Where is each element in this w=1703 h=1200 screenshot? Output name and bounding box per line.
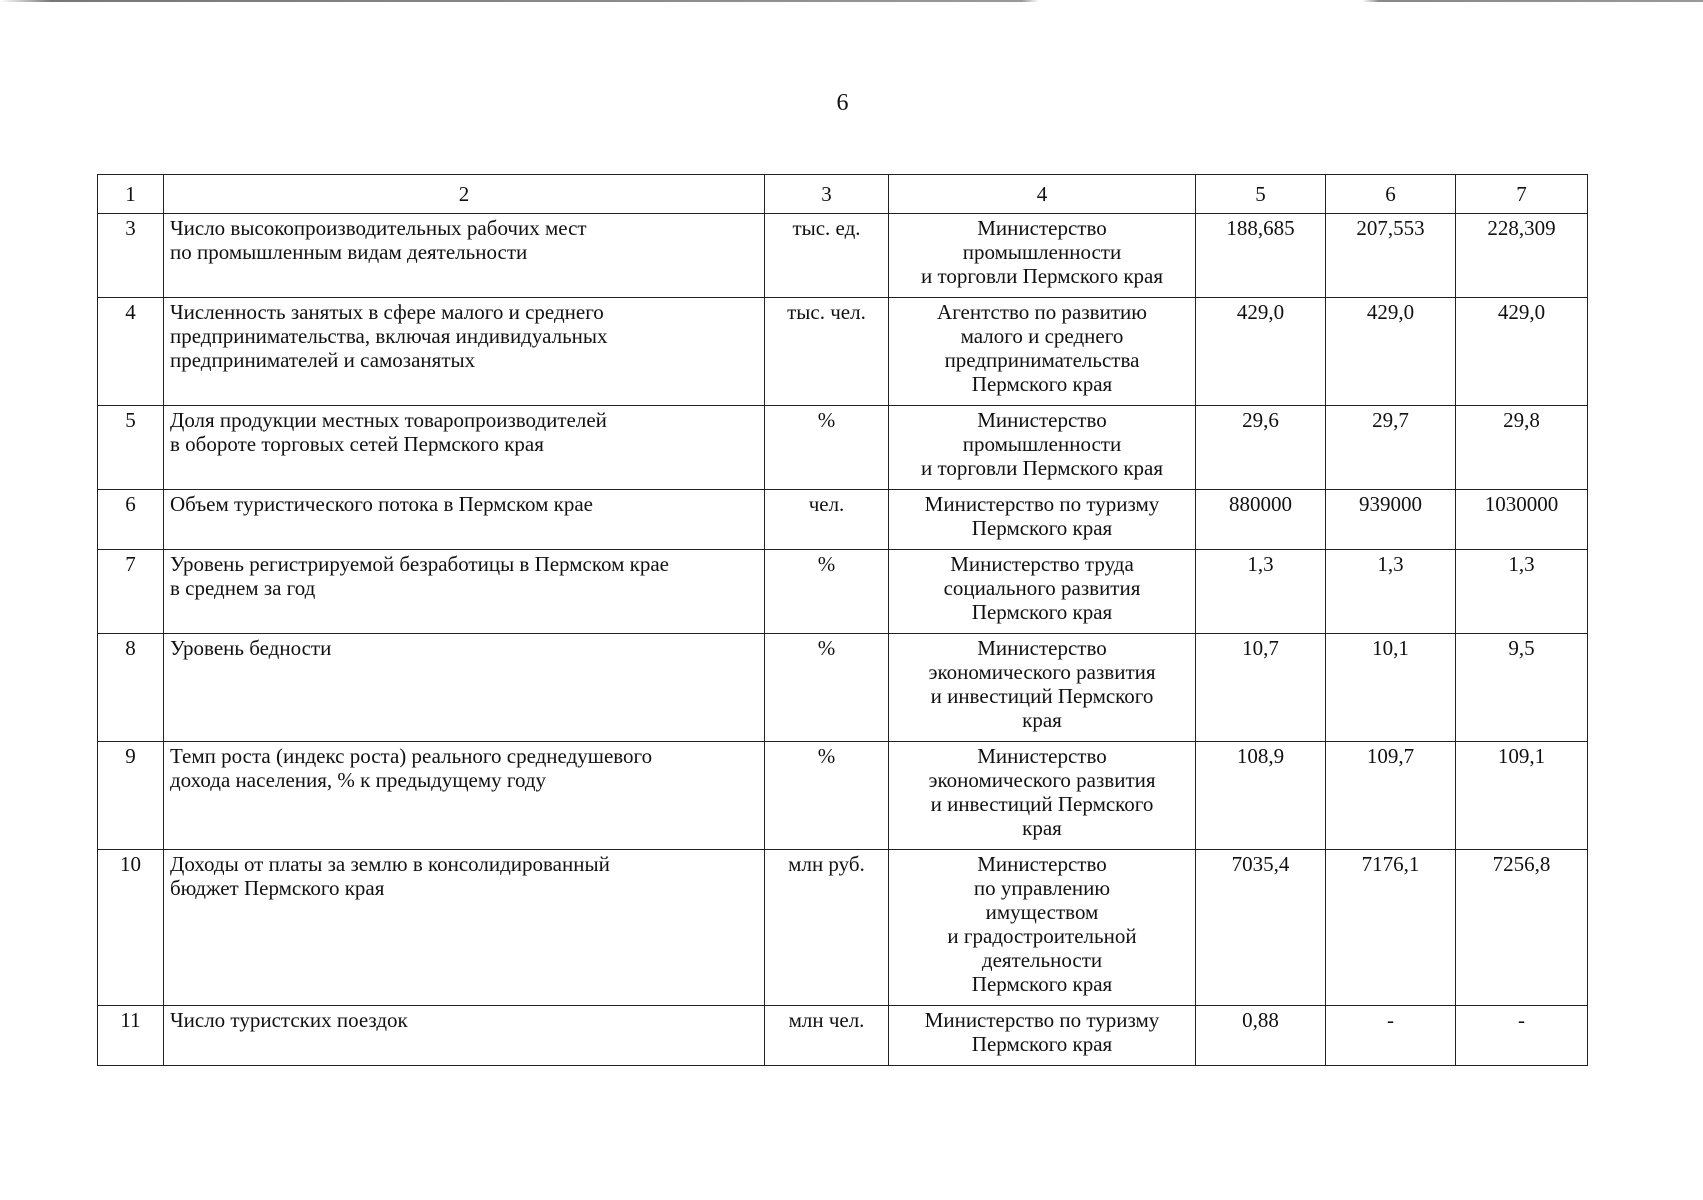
value-col-5: 10,7 <box>1196 634 1326 742</box>
indicator-name: Численность занятых в сфере малого и среднего предпринимательства, включая индивидуальных предпринимателей и самозанятых <box>164 298 765 406</box>
value-col-7: 9,5 <box>1456 634 1588 742</box>
page-number: 6 <box>836 90 849 116</box>
indicator-name: Число туристских поездок <box>164 1006 765 1066</box>
value-col-6: 429,0 <box>1326 298 1456 406</box>
value-col-5: 108,9 <box>1196 742 1326 850</box>
value-col-7: 1,3 <box>1456 550 1588 634</box>
table-row <box>98 406 1588 490</box>
unit-of-measure: тыс. ед. <box>765 214 889 298</box>
table-row <box>98 634 1588 742</box>
row-number: 3 <box>98 214 164 298</box>
value-col-7: 109,1 <box>1456 742 1588 850</box>
value-col-5: 7035,4 <box>1196 850 1326 1006</box>
indicator-name: Темп роста (индекс роста) реального среднедушевого дохода населения, % к предыдущему году <box>164 742 765 850</box>
col-header-7: 7 <box>1456 175 1588 214</box>
value-col-5: 880000 <box>1196 490 1326 550</box>
responsible-body: Министерство по туризму Пермского края <box>889 490 1196 550</box>
responsible-body: Министерство по управлению имуществом и градостроительной деятельности Пермского края <box>889 850 1196 1006</box>
value-col-6: 109,7 <box>1326 742 1456 850</box>
row-number: 4 <box>98 298 164 406</box>
col-header-3: 3 <box>765 175 889 214</box>
indicator-name: Уровень бедности <box>164 634 765 742</box>
row-number: 8 <box>98 634 164 742</box>
col-header-2: 2 <box>164 175 765 214</box>
indicator-name: Число высокопроизводительных рабочих мест по промышленным видам деятельности <box>164 214 765 298</box>
value-col-6: 207,553 <box>1326 214 1456 298</box>
unit-of-measure: млн чел. <box>765 1006 889 1066</box>
value-col-6: 1,3 <box>1326 550 1456 634</box>
unit-of-measure: млн руб. <box>765 850 889 1006</box>
indicator-name: Объем туристического потока в Пермском крае <box>164 490 765 550</box>
value-col-5: 429,0 <box>1196 298 1326 406</box>
indicators-table <box>97 174 1588 1066</box>
value-col-5: 0,88 <box>1196 1006 1326 1066</box>
unit-of-measure: % <box>765 550 889 634</box>
value-col-6: 939000 <box>1326 490 1456 550</box>
table-row <box>98 490 1588 550</box>
responsible-body: Министерство экономического развития и инвестиций Пермского края <box>889 742 1196 850</box>
value-col-6: - <box>1326 1006 1456 1066</box>
value-col-7: - <box>1456 1006 1588 1066</box>
value-col-7: 1030000 <box>1456 490 1588 550</box>
value-col-6: 7176,1 <box>1326 850 1456 1006</box>
unit-of-measure: чел. <box>765 490 889 550</box>
table-row <box>98 1006 1588 1066</box>
table-row <box>98 298 1588 406</box>
col-header-4: 4 <box>889 175 1196 214</box>
value-col-5: 1,3 <box>1196 550 1326 634</box>
table-row <box>98 214 1588 298</box>
value-col-5: 29,6 <box>1196 406 1326 490</box>
col-header-6: 6 <box>1326 175 1456 214</box>
row-number: 10 <box>98 850 164 1006</box>
col-header-5: 5 <box>1196 175 1326 214</box>
responsible-body: Министерство по туризму Пермского края <box>889 1006 1196 1066</box>
table-header-row <box>98 175 1588 214</box>
row-number: 7 <box>98 550 164 634</box>
table-row <box>98 850 1588 1006</box>
responsible-body: Министерство экономического развития и инвестиций Пермского края <box>889 634 1196 742</box>
row-number: 5 <box>98 406 164 490</box>
unit-of-measure: % <box>765 742 889 850</box>
value-col-7: 29,8 <box>1456 406 1588 490</box>
responsible-body: Министерство промышленности и торговли Пермского края <box>889 214 1196 298</box>
row-number: 6 <box>98 490 164 550</box>
responsible-body: Министерство труда социального развития Пермского края <box>889 550 1196 634</box>
unit-of-measure: тыс. чел. <box>765 298 889 406</box>
row-number: 11 <box>98 1006 164 1066</box>
value-col-6: 10,1 <box>1326 634 1456 742</box>
col-header-1: 1 <box>98 175 164 214</box>
indicator-name: Доля продукции местных товаропроизводителей в обороте торговых сетей Пермского края <box>164 406 765 490</box>
unit-of-measure: % <box>765 634 889 742</box>
table-body <box>98 214 1588 1066</box>
table-row <box>98 742 1588 850</box>
unit-of-measure: % <box>765 406 889 490</box>
value-col-5: 188,685 <box>1196 214 1326 298</box>
row-number: 9 <box>98 742 164 850</box>
scan-edge <box>0 0 1703 2</box>
value-col-7: 228,309 <box>1456 214 1588 298</box>
responsible-body: Агентство по развитию малого и среднего предпринимательства Пермского края <box>889 298 1196 406</box>
indicator-name: Доходы от платы за землю в консолидированный бюджет Пермского края <box>164 850 765 1006</box>
table-row <box>98 550 1588 634</box>
responsible-body: Министерство промышленности и торговли Пермского края <box>889 406 1196 490</box>
value-col-7: 429,0 <box>1456 298 1588 406</box>
value-col-6: 29,7 <box>1326 406 1456 490</box>
indicator-name: Уровень регистрируемой безработицы в Пермском крае в среднем за год <box>164 550 765 634</box>
value-col-7: 7256,8 <box>1456 850 1588 1006</box>
